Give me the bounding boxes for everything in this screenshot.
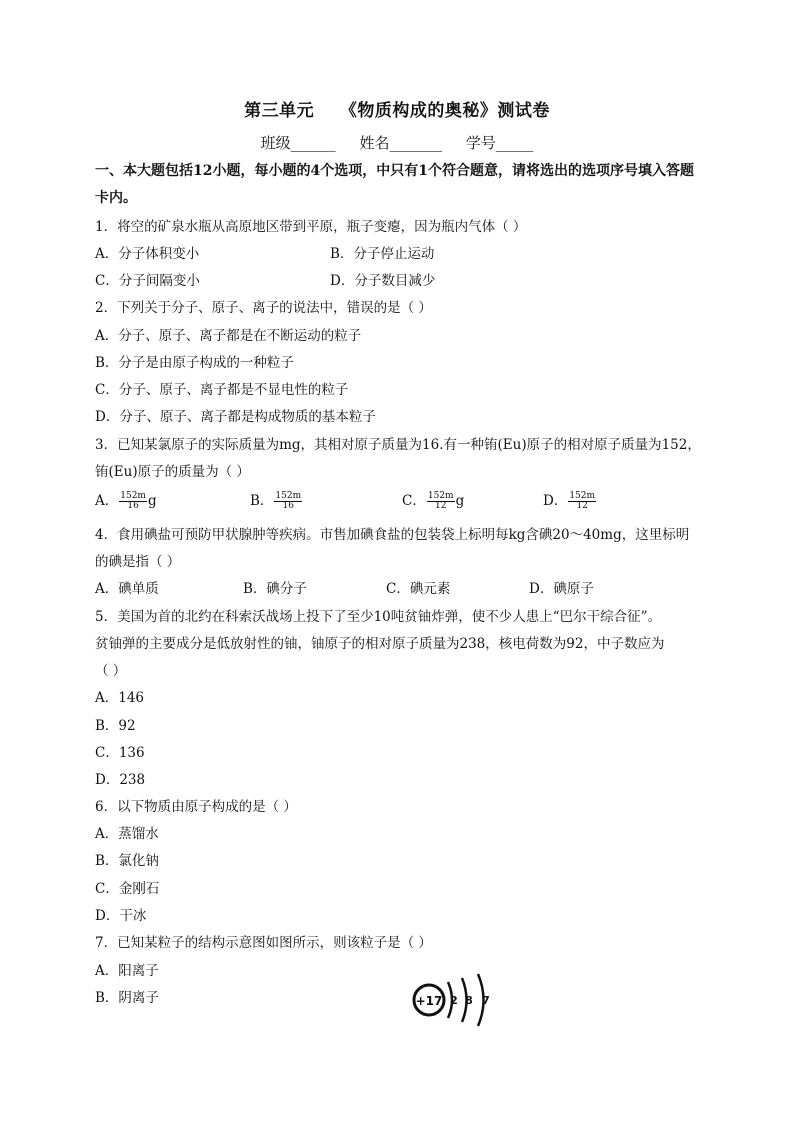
q7-stem: 7．已知某粒子的结构示意图如图所示，则该粒子是（ ） (95, 935, 432, 951)
q2-option-a: A．分子、原子、离子都是在不断运动的粒子 (95, 328, 362, 344)
q3-option-c-unit: g (455, 493, 465, 509)
q3-option-b (250, 492, 303, 511)
q3-option-a-numerator: 152m (120, 491, 146, 501)
q1-option-b: B．分子停止运动 (330, 246, 435, 262)
exam-title: 第三单元 《物质构成的奥秘》测试卷 (244, 101, 550, 121)
q3-option-b-numerator: 152m (275, 491, 302, 501)
q3-option-c (402, 492, 464, 511)
q5-option-c: C．136 (95, 745, 145, 761)
q3-stem-line2: 铕(Eu)原子的质量为（ ） (95, 464, 250, 480)
q1-option-d: D．分子数目减少 (330, 273, 436, 289)
q3-option-a (95, 492, 157, 511)
nucleus-charge: +17 (415, 994, 443, 1008)
q5-stem-line2: 贫铀弹的主要成分是低放射性的铀，铀原子的相对原子质量为238，核电荷数为92，中子数应为 (95, 636, 665, 652)
q3-option-a-label: A． (95, 493, 119, 509)
q5-stem-line3: （ ） (95, 663, 127, 679)
student-info-line: 班级______ 姓名_______ 学号_____ (260, 134, 534, 152)
shell-1-electrons: 2 (450, 994, 458, 1007)
q1-option-a: A．分子体积变小 (95, 246, 200, 262)
q3-option-c-numerator: 152m (427, 491, 454, 501)
q3-option-a-denominator: 16 (127, 501, 139, 511)
q3-option-a-unit: g (147, 493, 157, 509)
q3-option-d (543, 492, 597, 511)
q3-option-d-fraction (568, 492, 596, 511)
q3-option-b-label: B． (250, 493, 274, 509)
q5-stem-line1: 5．美国为首的北约在科索沃战场上投下了至少10吨贫铀炸弹，使不少人患上“巴尔干综合征”。 (95, 609, 662, 625)
q6-stem: 6．以下物质由原子构成的是（ ） (95, 799, 297, 815)
q3-option-a-fraction (119, 492, 147, 511)
q3-option-b-fraction (274, 492, 302, 511)
q1-stem: 1．将空的矿泉水瓶从高原地区带到平原，瓶子变瘪，因为瓶内气体（ ） (95, 219, 527, 235)
q7-option-a: A．阳离子 (95, 963, 159, 979)
q3-option-d-numerator: 152m (569, 491, 596, 501)
q3-option-b-denominator: 16 (282, 501, 294, 511)
q6-option-d: D．干冰 (95, 908, 147, 924)
q2-stem: 2．下列关于分子、原子、离子的说法中，错误的是（ ） (95, 300, 432, 316)
shell-2-electrons: 8 (465, 994, 473, 1007)
q3-stem-line1: 3．已知某氯原子的实际质量为mg，其相对原子质量为16.有一种铕(Eu)原子的相对原子质量为152， (95, 437, 701, 453)
q3-option-d-label: D． (543, 493, 568, 509)
q3-option-c-denominator: 12 (434, 501, 447, 511)
q2-option-c: C．分子、原子、离子都是不显电性的粒子 (95, 382, 349, 398)
q5-option-a: A．146 (95, 690, 145, 706)
q6-option-b: B．氯化钠 (95, 853, 159, 869)
q4-option-a: A．碘单质 (95, 581, 159, 597)
q4-stem-line1: 4．食用碘盐可预防甲状腺肿等疾病。市售加碘食盐的包装袋上标明每kg含碘20～40mg，这里标明 (95, 527, 690, 543)
q5-option-b: B．92 (95, 718, 136, 734)
section-instruction: 一、本大题包括12小题，每小题的4个选项，中只有1个符合题意，请将选出的选项序号填入答题卡内。 (95, 163, 694, 206)
q2-option-d: D．分子、原子、离子都是构成物质的基本粒子 (95, 409, 376, 425)
shell-3-electrons: 7 (482, 994, 490, 1007)
q3-option-c-label: C． (402, 493, 426, 509)
q4-option-d: D．碘原子 (529, 581, 594, 597)
q6-option-c: C．金刚石 (95, 881, 160, 897)
q3-option-c-fraction (427, 492, 455, 511)
q5-option-d: D．238 (95, 772, 146, 788)
atom-structure-diagram (410, 968, 500, 1030)
q6-option-a: A．蒸馏水 (95, 826, 159, 842)
q2-option-b: B．分子是由原子构成的一种粒子 (95, 355, 294, 371)
q4-option-c: C．碘元素 (386, 581, 451, 597)
q1-option-c: C．分子间隔变小 (95, 273, 200, 289)
q4-option-b: B．碘分子 (243, 581, 307, 597)
q7-option-b: B．阴离子 (95, 990, 159, 1006)
q4-stem-line2: 的碘是指（ ） (95, 554, 181, 570)
q3-option-d-denominator: 12 (576, 501, 588, 511)
